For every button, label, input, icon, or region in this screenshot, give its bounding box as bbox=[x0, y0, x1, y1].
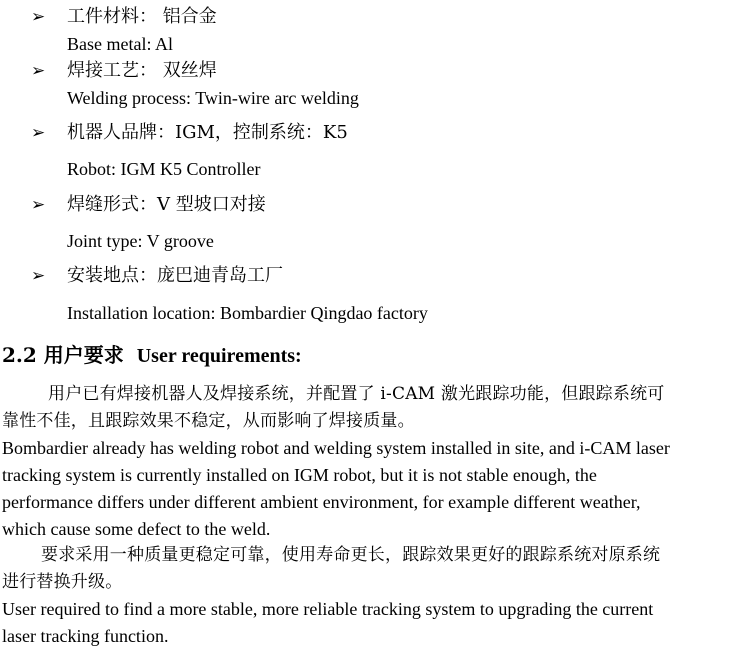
para2-en-line2: laser tracking function. bbox=[2, 626, 169, 646]
bullet-arrow-icon: ➢ bbox=[31, 195, 46, 215]
para1-en-line2: tracking system is currently installed on IGM robot, but it is not stable enough, the bbox=[2, 465, 597, 485]
bullet-en-base-metal: Base metal: Al bbox=[67, 34, 173, 54]
section-title-cn: 用户要求 bbox=[43, 343, 124, 367]
bullet-en-joint-type: Joint type: V groove bbox=[67, 231, 214, 251]
para2-cn-line1: 要求采用一种质量更稳定可靠，使用寿命更长，跟踪效果更好的跟踪系统对原系统 bbox=[41, 545, 661, 565]
bullet-cn-base-metal: 工件材料： 铝合金 bbox=[67, 6, 217, 27]
bullet-en-welding-process: Welding process: Twin-wire arc welding bbox=[67, 88, 359, 108]
bullet-cn-welding-process: 焊接工艺： 双丝焊 bbox=[67, 60, 217, 81]
section-title-en: User requirements: bbox=[136, 345, 302, 367]
bullet-arrow-icon: ➢ bbox=[31, 123, 46, 143]
bullet-arrow-icon: ➢ bbox=[31, 7, 46, 27]
para1-cn-line1: 用户已有焊接机器人及焊接系统，并配置了 i-CAM 激光跟踪功能，但跟踪系统可 bbox=[48, 384, 665, 404]
bullet-cn-joint-type: 焊缝形式：V 型坡口对接 bbox=[67, 194, 266, 215]
para1-cn-line2: 靠性不佳，且跟踪效果不稳定，从而影响了焊接质量。 bbox=[2, 411, 415, 431]
bullet-cn-location: 安装地点：庞巴迪青岛工厂 bbox=[67, 265, 283, 286]
para1-en-line4: which cause some defect to the weld. bbox=[2, 519, 271, 539]
para1-en-line1: Bombardier already has welding robot and welding system installed in site, and i-CAM laser bbox=[2, 438, 670, 458]
section-number: 2.2 bbox=[2, 343, 37, 367]
section-heading bbox=[2, 343, 302, 368]
bullet-arrow-icon: ➢ bbox=[31, 266, 46, 286]
para1-en-line3: performance differs under different ambient environment, for example different weather, bbox=[2, 492, 641, 512]
para2-en-line1: User required to find a more stable, more reliable tracking system to upgrading the current bbox=[2, 599, 654, 619]
bullet-en-robot: Robot: IGM K5 Controller bbox=[67, 159, 261, 179]
bullet-arrow-icon: ➢ bbox=[31, 61, 46, 81]
para2-cn-line2: 进行替换升级。 bbox=[2, 572, 123, 592]
bullet-cn-robot: 机器人品牌：IGM，控制系统：K5 bbox=[67, 122, 348, 143]
bullet-en-location: Installation location: Bombardier Qingdao factory bbox=[67, 303, 428, 323]
